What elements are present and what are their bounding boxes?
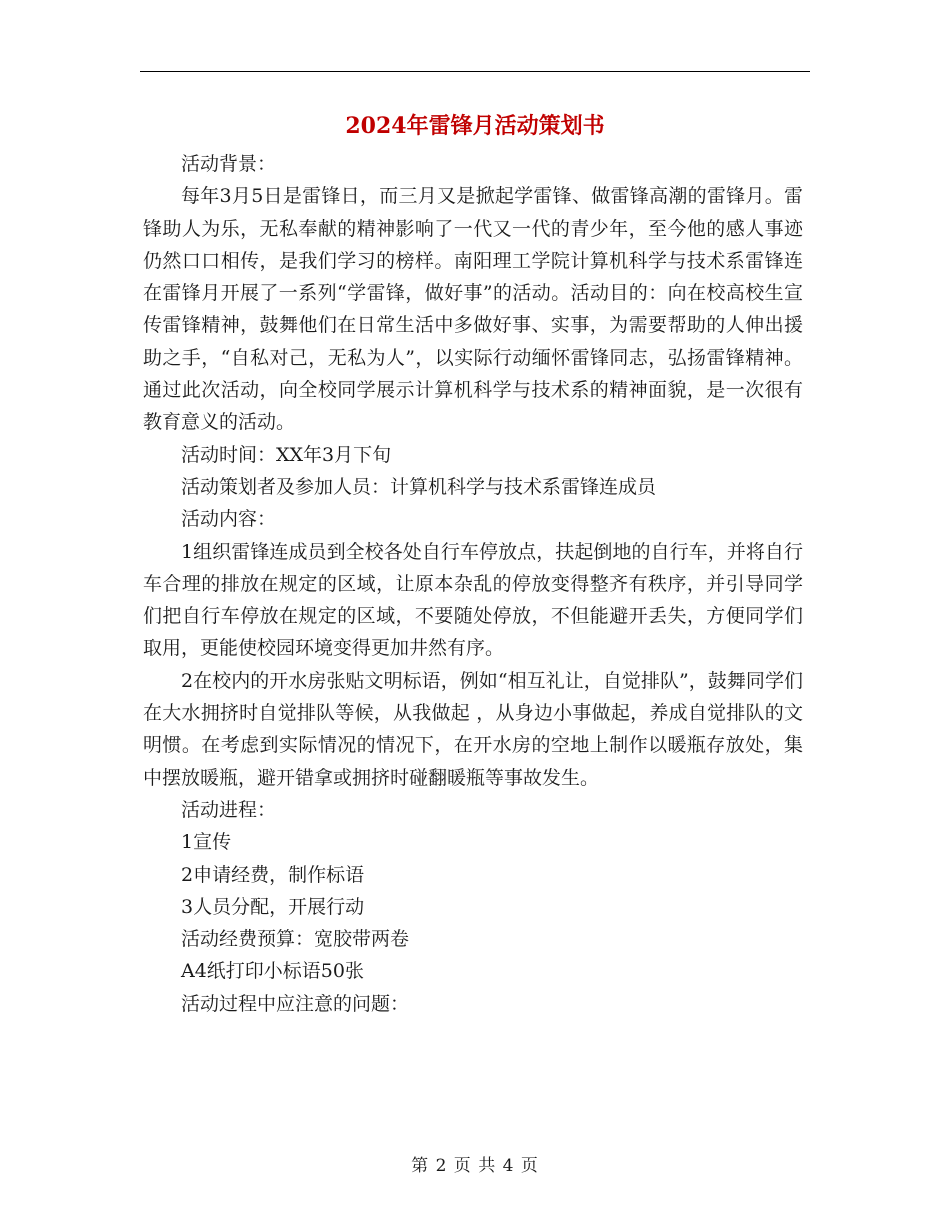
paragraph-background-heading: 活动背景： xyxy=(181,153,277,175)
paragraph-process-1: 1宣传 xyxy=(181,831,232,854)
paragraph-content-heading: 活动内容： xyxy=(181,508,277,531)
document-body xyxy=(143,148,803,1020)
paragraph-budget: 活动经费预算：宽胶带两卷 xyxy=(181,928,410,951)
paragraph-process-heading: 活动进程： xyxy=(181,798,277,821)
paragraph-background: 每年3月5日是雷锋日，而三月又是掀起学雷锋、做雷锋高潮的雷锋月。雷锋助人为乐，无私奉献的精神影响了一代又一代的青少年，至今他的感人事迹仍然口口相传，是我们学习的榜样。南阳理工学院计算机科学与技术系雷锋连在雷锋月开展了一系列“学雷锋，做好事”的活动。活动目的：向在校高校生宣传雷锋精神，鼓舞他们在日常生活中多做好事、实事，为需要帮助的人伸出援助之手，“自私对己，无私为人”，以实际行动缅怀雷锋同志，弘扬雷锋精神。通过此次活动，向全校同学展示计算机科学与技术系的精神面貌，是一次很有教育意义的活动。 xyxy=(143,185,803,434)
document-title: 2024年雷锋月活动策划书 xyxy=(345,113,605,139)
header-rule xyxy=(140,71,810,72)
paragraph-content-1: 1组织雷锋连成员到全校各处自行车停放点，扶起倒地的自行车，并将自行车合理的排放在规定的区域，让原本杂乱的停放变得整齐有秩序，并引导同学们把自行车停放在规定的区域，不要随处停放，不但能避开丢失，方便同学们取用，更能使校园环境变得更加井然有序。 xyxy=(143,540,803,660)
paragraph-issues-heading: 活动过程中应注意的问题： xyxy=(181,992,410,1015)
paragraph-budget-2: A4纸打印小标语50张 xyxy=(181,960,364,983)
paragraph-time: 活动时间：XX年3月下旬 xyxy=(181,443,392,466)
paragraph-process-3: 3人员分配，开展行动 xyxy=(181,895,365,918)
paragraph-content-2: 2在校内的开水房张贴文明标语，例如“相互礼让，自觉排队”，鼓舞同学们在大水拥挤时自觉排队等候，从我做起 ，从身边小事做起，养成自觉排队的文明惯。在考虑到实际情况的情况下，在开水房的空地上制作以暖瓶存放处，集中摆放暖瓶，避开错拿或拥挤时碰翻暖瓶等事故发生。 xyxy=(143,669,803,789)
paragraph-process-2: 2申请经费，制作标语 xyxy=(181,863,365,886)
page-number: 第 2 页 共 4 页 xyxy=(411,1156,539,1176)
paragraph-participants: 活动策划者及参加人员：计算机科学与技术系雷锋连成员 xyxy=(181,475,657,498)
